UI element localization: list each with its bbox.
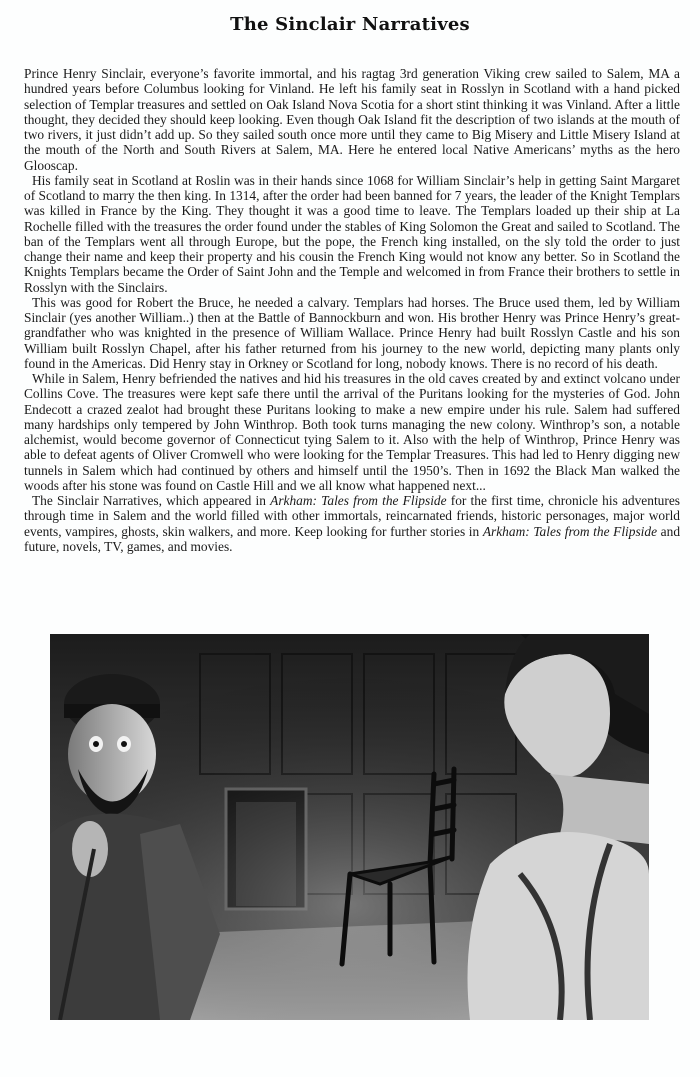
photo-collage [50, 634, 649, 1020]
paragraph-5-text-b: for the first time, chronicle his adventures through time in Salem and the world filled with other immortals, reincarnated friends, historic personages, major world events, vampires, ghosts, skin walkers, and more. Keep looking for further stories in [24, 493, 680, 539]
article-body [24, 66, 680, 554]
article-paragraph-2: His family seat in Scotland at Roslin was in their hands since 1068 for William Sinclair’s help in getting Saint Margaret of Scotland to marry the then king. In 1314, after the order had been banned for 7 years, the leader of the Knight Templars was killed in France by the King. They thought it was a good time to leave. The Templars loaded up their ship at La Rochelle filled with the treasures the order found under the stables of King Solomon the Great and sailed to Scotland. The ban of the Templars went all through Europe, but the pope, the French king installed, on the sly told the order to just change their name and keep their property and his cousin the French King would not know any better. So in Scotland the Knights Templars became the Order of Saint John and the Temple and welcomed in from France their brothers to settle in Rosslyn with the Sinclairs. [24, 172, 680, 295]
book-title-italic: Arkham: Tales from the Flipside [482, 523, 658, 539]
page-title: The Sinclair Narratives [230, 14, 470, 35]
article-paragraph-3: This was good for Robert the Bruce, he needed a calvary. Templars had horses. The Bruce used them, led by William Sinclair (yes another William..) then at the Battle of Bannockburn and won. His brother Henry was Prince Henry’s great-grandfather who was knighted in the presence of William Wallace. Prince Henry had built Rosslyn Castle and his son William built Rosslyn Chapel, after his father returned from his journey to the new world, depicting many plants only found in the Americas. Did Henry stay in Orkney or Scotland for long, nobody knows. There is no record of his death. [24, 294, 680, 371]
article-paragraph-1: Prince Henry Sinclair, everyone’s favorite immortal, and his ragtag 3rd generation Viking crew sailed to Salem, MA a hundred years before Columbus looking for Vinland. He left his family seat in Rosslyn in Scotland with a hand picked selection of Templar treasures and settled on Oak Island Nova Scotia for a short stint thinking it was Vinland. After a little thought, they decided they should keep looking. Even though Oak Island fit the description of two islands at the mouth of two rivers, it just didn’t add up. So they sailed south once more until they came to Big Misery and Little Misery Island at the mouth of the North and South Rivers at Salem, MA. Here he entered local Native Americans’ myths as the hero Glooscap. [24, 66, 680, 173]
paragraph-5-text-c: and future, novels, TV, games, and movies. [24, 523, 681, 554]
book-title-italic: Arkham: Tales from the Flipside [270, 493, 447, 508]
article-paragraph-4: While in Salem, Henry befriended the natives and hid his treasures in the old caves created by and extinct volcano under Collins Cove. The treasures were kept safe there until the arrival of the Puritans looking for the mysteries of God. John Endecott a crazed zealot had brought these Puritans looking to make a new empire under his rule. Salem had suffered many hardships only tempered by John Winthrop. Both took turns managing the new colony. Winthrop’s son, a notable alchemist, would become governor of Connecticut tying Salem to it. Also with the help of Winthrop, Prince Henry was able to defeat agents of Oliver Cromwell who were looking for the Templar Treasures. This had led to Henry digging new tunnels in Salem which had continued by others and himself until the 1950’s. Then in 1692 the Black Man walked the woods after his stone was found on Castle Hill and we all know what happened next... [24, 371, 680, 493]
illustration-photo [50, 634, 649, 1020]
paragraph-5-text-a: The Sinclair Narratives, which appeared in [32, 493, 271, 508]
article-paragraph-5 [24, 493, 680, 554]
